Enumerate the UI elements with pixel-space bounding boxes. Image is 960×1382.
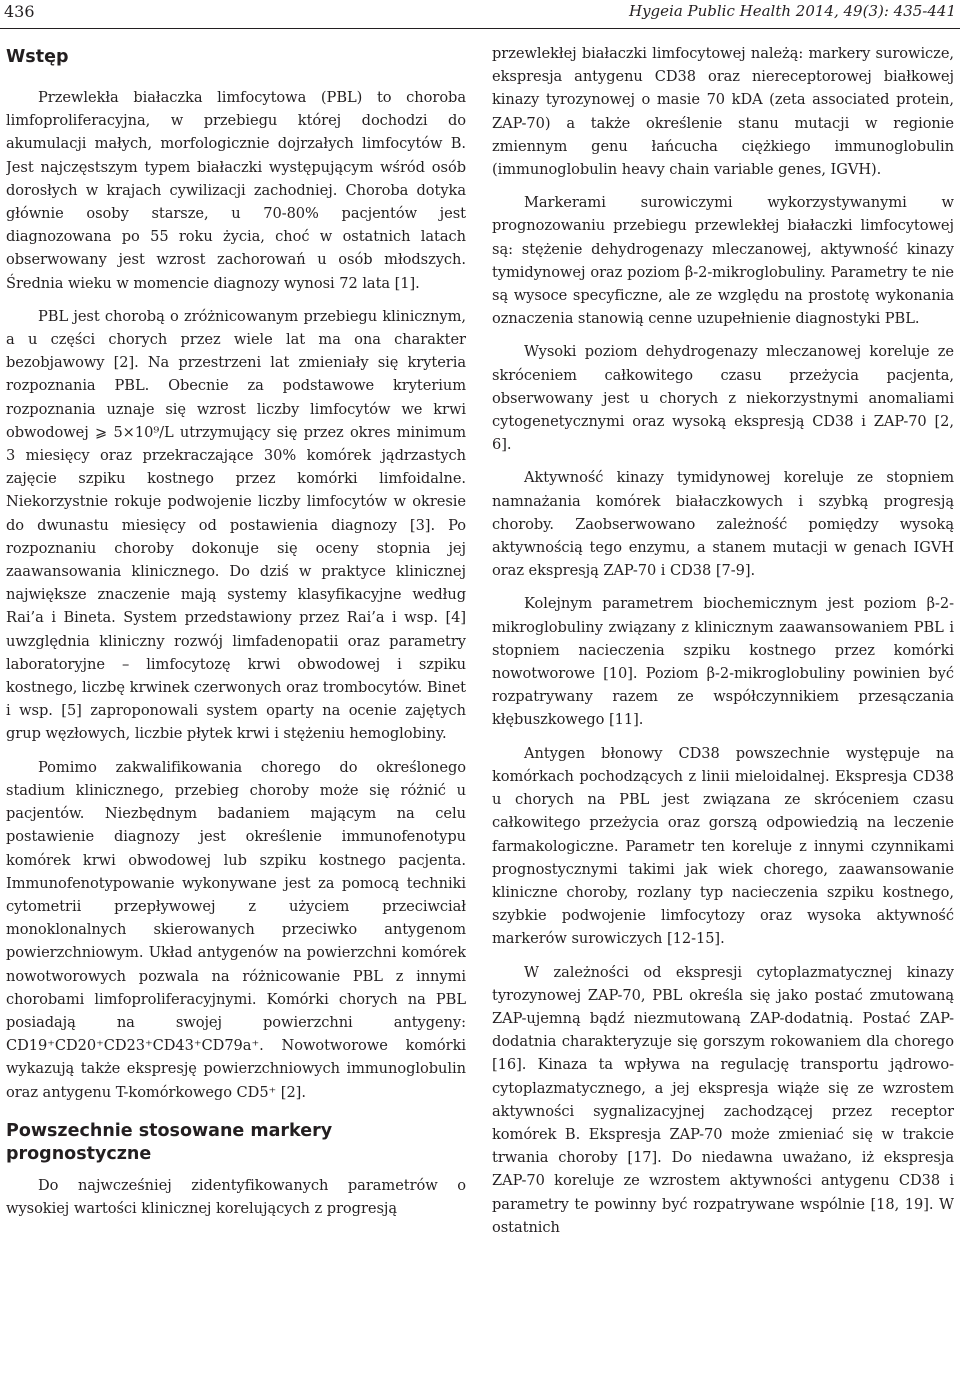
left-column xyxy=(6,42,466,1376)
running-header xyxy=(0,0,960,29)
page-number: 436 xyxy=(4,2,35,21)
paragraph-serum-markers: Markerami surowiczymi wykorzystywanymi w prognozowaniu przebiegu przewlekłej białaczki limfocytowej są: stężenie dehydrogenazy mleczanowej, aktywność kinazy tymidynowej oraz poziom β-2-mikroglobuliny. Parametry te nie są wysoce specyficzne, ale ze względu na prostotę wykonania oznaczenia stanowią cenne uzupełnienie diagnostyki PBL. xyxy=(492,194,954,328)
paragraph-intro-2: PBL jest chorobą o zróżnicowanym przebiegu klinicznym, a u części chorych przez wiele lat ma ona charakter bezobjawowy [2]. Na przestrzeni lat zmieniały się kryteria rozpoznania PBL. Obecnie za podstawowe kryterium rozpoznania uznaje się wzrost liczby limfocytów we krwi obwodowej ⩾ 5×10⁹/L utrzymujący się przez okres minimum 3 miesięcy oraz przekraczające 30% komórek jądrzastych zajęcie szpiku kostnego przez komórki limfoidalne. Niekorzystnie rokuje podwojenie liczby limfocytów w okresie do dwunastu miesięcy od postawienia diagnozy [3]. Po rozpoznaniu choroby dokonuje się oceny stopnia jej zaawansowania klinicznego. Do dziś w praktyce klinicznej największe znaczenie mają systemy klasyfikacyjne według Rai’a i Bineta. System przedstawiony przez Rai’a i wsp. [4] uwzględnia kliniczny rozwój limfadenopatii oraz parametry laboratoryjne – limfocytozę krwi obwodowej i szpiku kostnego, liczbę krwinek czerwonych oraz trombocytów. Binet i wsp. [5] zaproponowali system oparty na ocenie zajętych grup węzłowych, liczbie płytek krwi i stężeniu hemoglobiny. xyxy=(6,307,466,743)
section-heading-intro: Wstęp xyxy=(6,47,69,67)
paragraph-cd38: Antygen błonowy CD38 powszechnie występuje na komórkach pochodzących z linii mieloidalnej. Ekspresja CD38 u chorych na PBL jest związana ze skróceniem czasu całkowitego przeżycia oraz gorszą odpowiedzią na leczenie farmakologiczne. Parametr ten koreluje z innymi czynnikami prognostycznymi takimi jak wiek chorego, zaawansowanie kliniczne choroby, rozlany typ nacieczenia szpiku kostnego, szybkie podwojenie limfocytozy oraz wysoka aktywność markerów surowiczych [12-15]. xyxy=(492,744,954,948)
paragraph-ldh: Wysoki poziom dehydrogenazy mleczanowej koreluje ze skróceniem całkowitego czasu przeżycia pacjenta, obserwowany jest u chorych z niekorzystnymi anomaliami cytogenetycznymi oraz wysoką ekspresją CD38 i ZAP-70 [2, 6]. xyxy=(492,343,954,454)
paragraph-markers-cont: przewlekłej białaczki limfocytowej należą: markery surowicze, ekspresja antygenu CD38 oraz niereceptorowej białkowej kinazy tyrozynowej o masie 70 kDA (zeta associated protein, ZAP-70) a także określenie stanu mutacji w regionie zmiennym genu łańcucha ciężkiego immunoglobulin (immunoglobulin heavy chain variable genes, IGVH). xyxy=(492,45,954,179)
paragraph-zap70: W zależności od ekspresji cytoplazmatycznej kinazy tyrozynowej ZAP-70, PBL określa się jako postać zmutowaną ZAP-ujemną bądź niezmutowaną ZAP-dodatnią. Postać ZAP-dodatnia charakteryzuje się gorszym rokowaniem dla chorego [16]. Kinaza ta wpływa na regulację transportu jądrowo-cytoplazmatycznego, a jej ekspresja wiąże się ze wzrostem aktywności sygnalizacyjnej zachodzącej przez receptor komórek B. Ekspresja ZAP-70 może zmieniać się w trakcie trwania choroby [17]. Do niedawna uważano, iż ekspresja ZAP-70 koreluje ze wzrostem aktywności antygenu CD38 i parametry te powinny być rozpatrywane wspólnie [18, 19]. W ostatnich xyxy=(492,963,954,1236)
section-heading-markers: Powszechnie stosowane markery prognostyczne xyxy=(6,1120,333,1164)
journal-citation: Hygeia Public Health 2014, 49(3): 435-441 xyxy=(628,2,956,20)
paragraph-intro-3: Pomimo zakwalifikowania chorego do określonego stadium klinicznego, przebieg choroby może się różnić u pacjentów. Niezbędnym badaniem mającym na celu postawienie diagnozy jest określenie immunofenotypu komórek krwi obwodowej lub szpiku kostnego pacjenta. Immunofenotypowanie wykonywane jest za pomocą techniki cytometrii przepływowej z użyciem przeciwciał monoklonalnych skierowanych przeciwko antygenom powierzchniowym. Układ antygenów na powierzchni komórek nowotworowych pozwala na różnicowanie PBL z innymi chorobami limfoproliferacyjnymi. Komórki chorych na PBL posiadają na swojej powierzchni antygeny: CD19⁺CD20⁺CD23⁺CD43⁺CD79a⁺. Nowotworowe komórki wykazują także ekspresję powierzchniowych immunoglobulin oraz antygenu T-komórkowego CD5⁺ [2]. xyxy=(6,758,466,1101)
right-column xyxy=(492,42,954,1376)
paragraph-thymidine-kinase: Aktywność kinazy tymidynowej koreluje ze stopniem namnażania komórek białaczkowych i szybką progresją choroby. Zaobserwowano zależność pomiędzy wysoką aktywnością tego enzymu, a stanem mutacji w genach IGVH oraz ekspresją ZAP-70 i CD38 [7-9]. xyxy=(492,469,954,580)
paragraph-markers-1: Do najwcześniej zidentyfikowanych parametrów o wysokiej wartości klinicznej korelujących z progresją xyxy=(6,1176,466,1217)
paragraph-b2m: Kolejnym parametrem biochemicznym jest poziom β-2-mikroglobuliny związany z klinicznym zaawansowaniem PBL i stopniem nacieczenia szpiku kostnego przez komórki nowotworowe [10]. Poziom β-2-mikroglobuliny powinien być rozpatrywany razem ze współczynnikiem przesączania kłębuszkowego [11]. xyxy=(492,595,954,729)
paragraph-intro-1: Przewlekła białaczka limfocytowa (PBL) to choroba limfoproliferacyjna, w przebiegu której dochodzi do akumulacji małych, morfologicznie dojrzałych limfocytów B. Jest najczęstszym typem białaczki występującym wśród osób dorosłych w krajach cywilizacji zachodniej. Choroba dotyka głównie osoby starsze, u 70-80% pacjentów jest diagnozowana po 55 roku życia, choć w ostatnich latach obserwowany jest wzrost zachorowań u osób młodszych. Średnia wieku w momencie diagnozy wynosi 72 lata [1]. xyxy=(6,89,466,292)
